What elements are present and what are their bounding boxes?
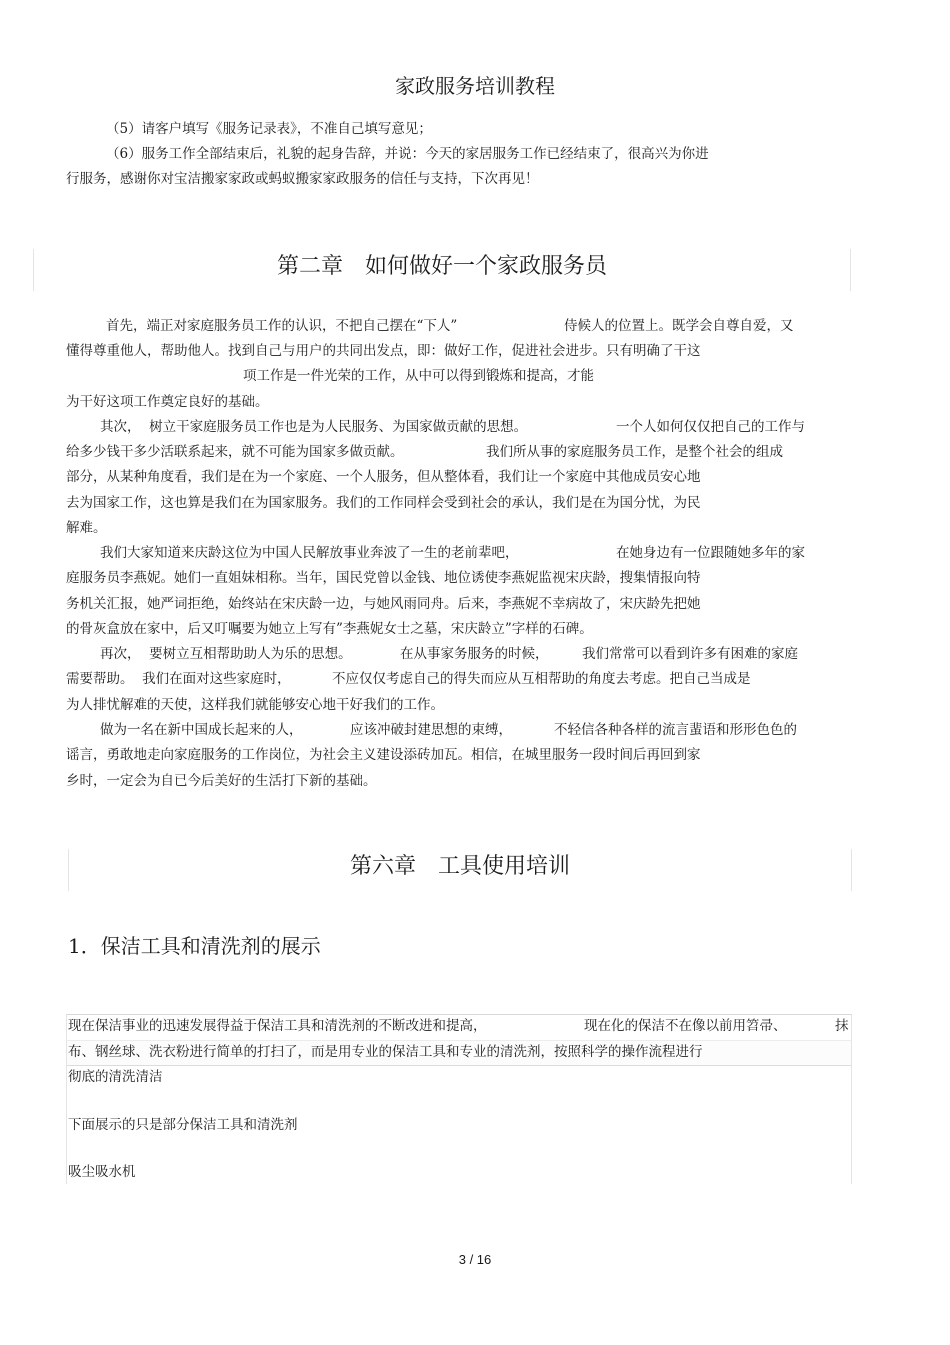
paragraph-line: 布、钢丝球、洗衣粉进行简单的打扫了，而是用专业的保洁工具和专业的清洗剂，按照科学的操作流程进行 xyxy=(68,1044,703,1060)
chapter-2-heading: 第二章 如何做好一个家政服务员 xyxy=(33,249,851,291)
paragraph-line: 需要帮助。 我们在面对这些家庭时， xyxy=(66,671,291,687)
intro-line: （6）服务工作全部结束后，礼貌的起身告辞，并说：今天的家居服务工作已经结束了，很高兴为你进 xyxy=(106,146,709,162)
paragraph-line: 乡时，一定会为自已今后美好的生活打下新的基础。 xyxy=(66,773,377,789)
paragraph-line: 懂得尊重他人，帮助他人。找到自己与用户的共同出发点，即：做好工作，促进社会进步。只有明确了干这 xyxy=(66,343,701,359)
paragraph-line: 首先，端正对家庭服务员工作的认识，不把自己摆在“下人” xyxy=(106,318,458,334)
paragraph-line: 不轻信各种各样的流言蜚语和形形色色的 xyxy=(554,722,797,738)
paragraph-line: 解难。 xyxy=(66,520,107,536)
paragraph-line: 侍候人的位置上。既学会自尊自爱，又 xyxy=(564,318,794,334)
intro-line: （5）请客户填写《服务记录表》，不准自己填写意见； xyxy=(106,121,432,137)
paragraph-line: 一个人如何仅仅把自己的工作与 xyxy=(616,419,805,435)
paragraph-line: 彻底的清洗清洁 xyxy=(68,1069,163,1085)
paragraph-line: 去为国家工作，这也算是我们在为国家服务。我们的工作同样会受到社会的承认，我们是在为国分忧，为民 xyxy=(66,495,701,511)
paragraph-line: 的骨灰盒放在家中，后又叮嘱要为她立上写有”李燕妮女士之墓，宋庆龄立”字样的石碑。 xyxy=(66,621,593,637)
document-title: 家政服务培训教程 xyxy=(395,74,555,98)
paragraph-line: 现在保洁事业的迅速发展得益于保洁工具和清洗剂的不断改进和提高， xyxy=(68,1018,487,1034)
paragraph-line: 我们所从事的家庭服务员工作，是整个社会的组成 xyxy=(486,444,783,460)
paragraph-line: 为人排忧解难的天使，这样我们就能够安心地干好我们的工作。 xyxy=(66,697,444,713)
paragraph-line: 庭服务员李燕妮。她们一直姐妹相称。当年，国民党曾以金钱、地位诱使李燕妮监视宋庆龄，搜集情报向特 xyxy=(66,570,701,586)
paragraph-line: 务机关汇报，她严词拒绝，始终站在宋庆龄一边，与她风雨同舟。后来，李燕妮不幸病故了，宋庆龄先把她 xyxy=(66,596,701,612)
paragraph-line: 现在化的保洁不在像以前用笤帚、 xyxy=(584,1018,787,1034)
paragraph-line: 我们大家知道来庆龄这位为中国人民解放事业奔波了一生的老前辈吧， xyxy=(100,545,519,561)
paragraph-line: 吸尘吸水机 xyxy=(68,1164,136,1180)
section-heading: 1．保洁工具和清洗剂的展示 xyxy=(68,934,321,958)
paragraph-line: 其次， 树立干家庭服务员工作也是为人民服务、为国家做贡献的思想。 xyxy=(100,419,528,435)
paragraph-line: 我们常常可以看到许多有困难的家庭 xyxy=(582,646,798,662)
paragraph-line: 不应仅仅考虑自己的得失而应从互相帮助的角度去考虑。把自己当成是 xyxy=(332,671,751,687)
paragraph-line: 应该冲破封建思想的束缚， xyxy=(350,722,512,738)
paragraph-line: 在她身边有一位跟随她多年的家 xyxy=(616,545,805,561)
paragraph-line: 为干好这项工作奠定良好的基础。 xyxy=(66,394,269,410)
paragraph-line: 抹 xyxy=(835,1018,849,1034)
paragraph-line: 做为一名在新中国成长起来的人， xyxy=(100,722,303,738)
chapter-6-heading: 第六章 工具使用培训 xyxy=(68,849,852,891)
paragraph-line: 再次， 要树立互相帮助助人为乐的思想。 xyxy=(100,646,352,662)
paragraph-line: 在从事家务服务的时候， xyxy=(400,646,549,662)
paragraph-line: 给多少钱干多少活联系起来，就不可能为国家多做贡献。 xyxy=(66,444,404,460)
paragraph-line: 项工作是一件光荣的工作，从中可以得到锻炼和提高，才能 xyxy=(243,368,594,384)
intro-line: 行服务，感谢你对宝洁搬家家政或蚂蚁搬家家政服务的信任与支持，下次再见！ xyxy=(66,171,539,187)
paragraph-line: 谣言，勇敢地走向家庭服务的工作岗位，为社会主义建设添砖加瓦。相信，在城里服务一段时间后再回到家 xyxy=(66,747,701,763)
paragraph-line: 部分，从某种角度看，我们是在为一个家庭、一个人服务，但从整体看，我们让一个家庭中其他成员安心地 xyxy=(66,469,701,485)
paragraph-line: 下面展示的只是部分保洁工具和清洗剂 xyxy=(68,1117,298,1133)
page-number: 3 / 16 xyxy=(458,1252,492,1267)
